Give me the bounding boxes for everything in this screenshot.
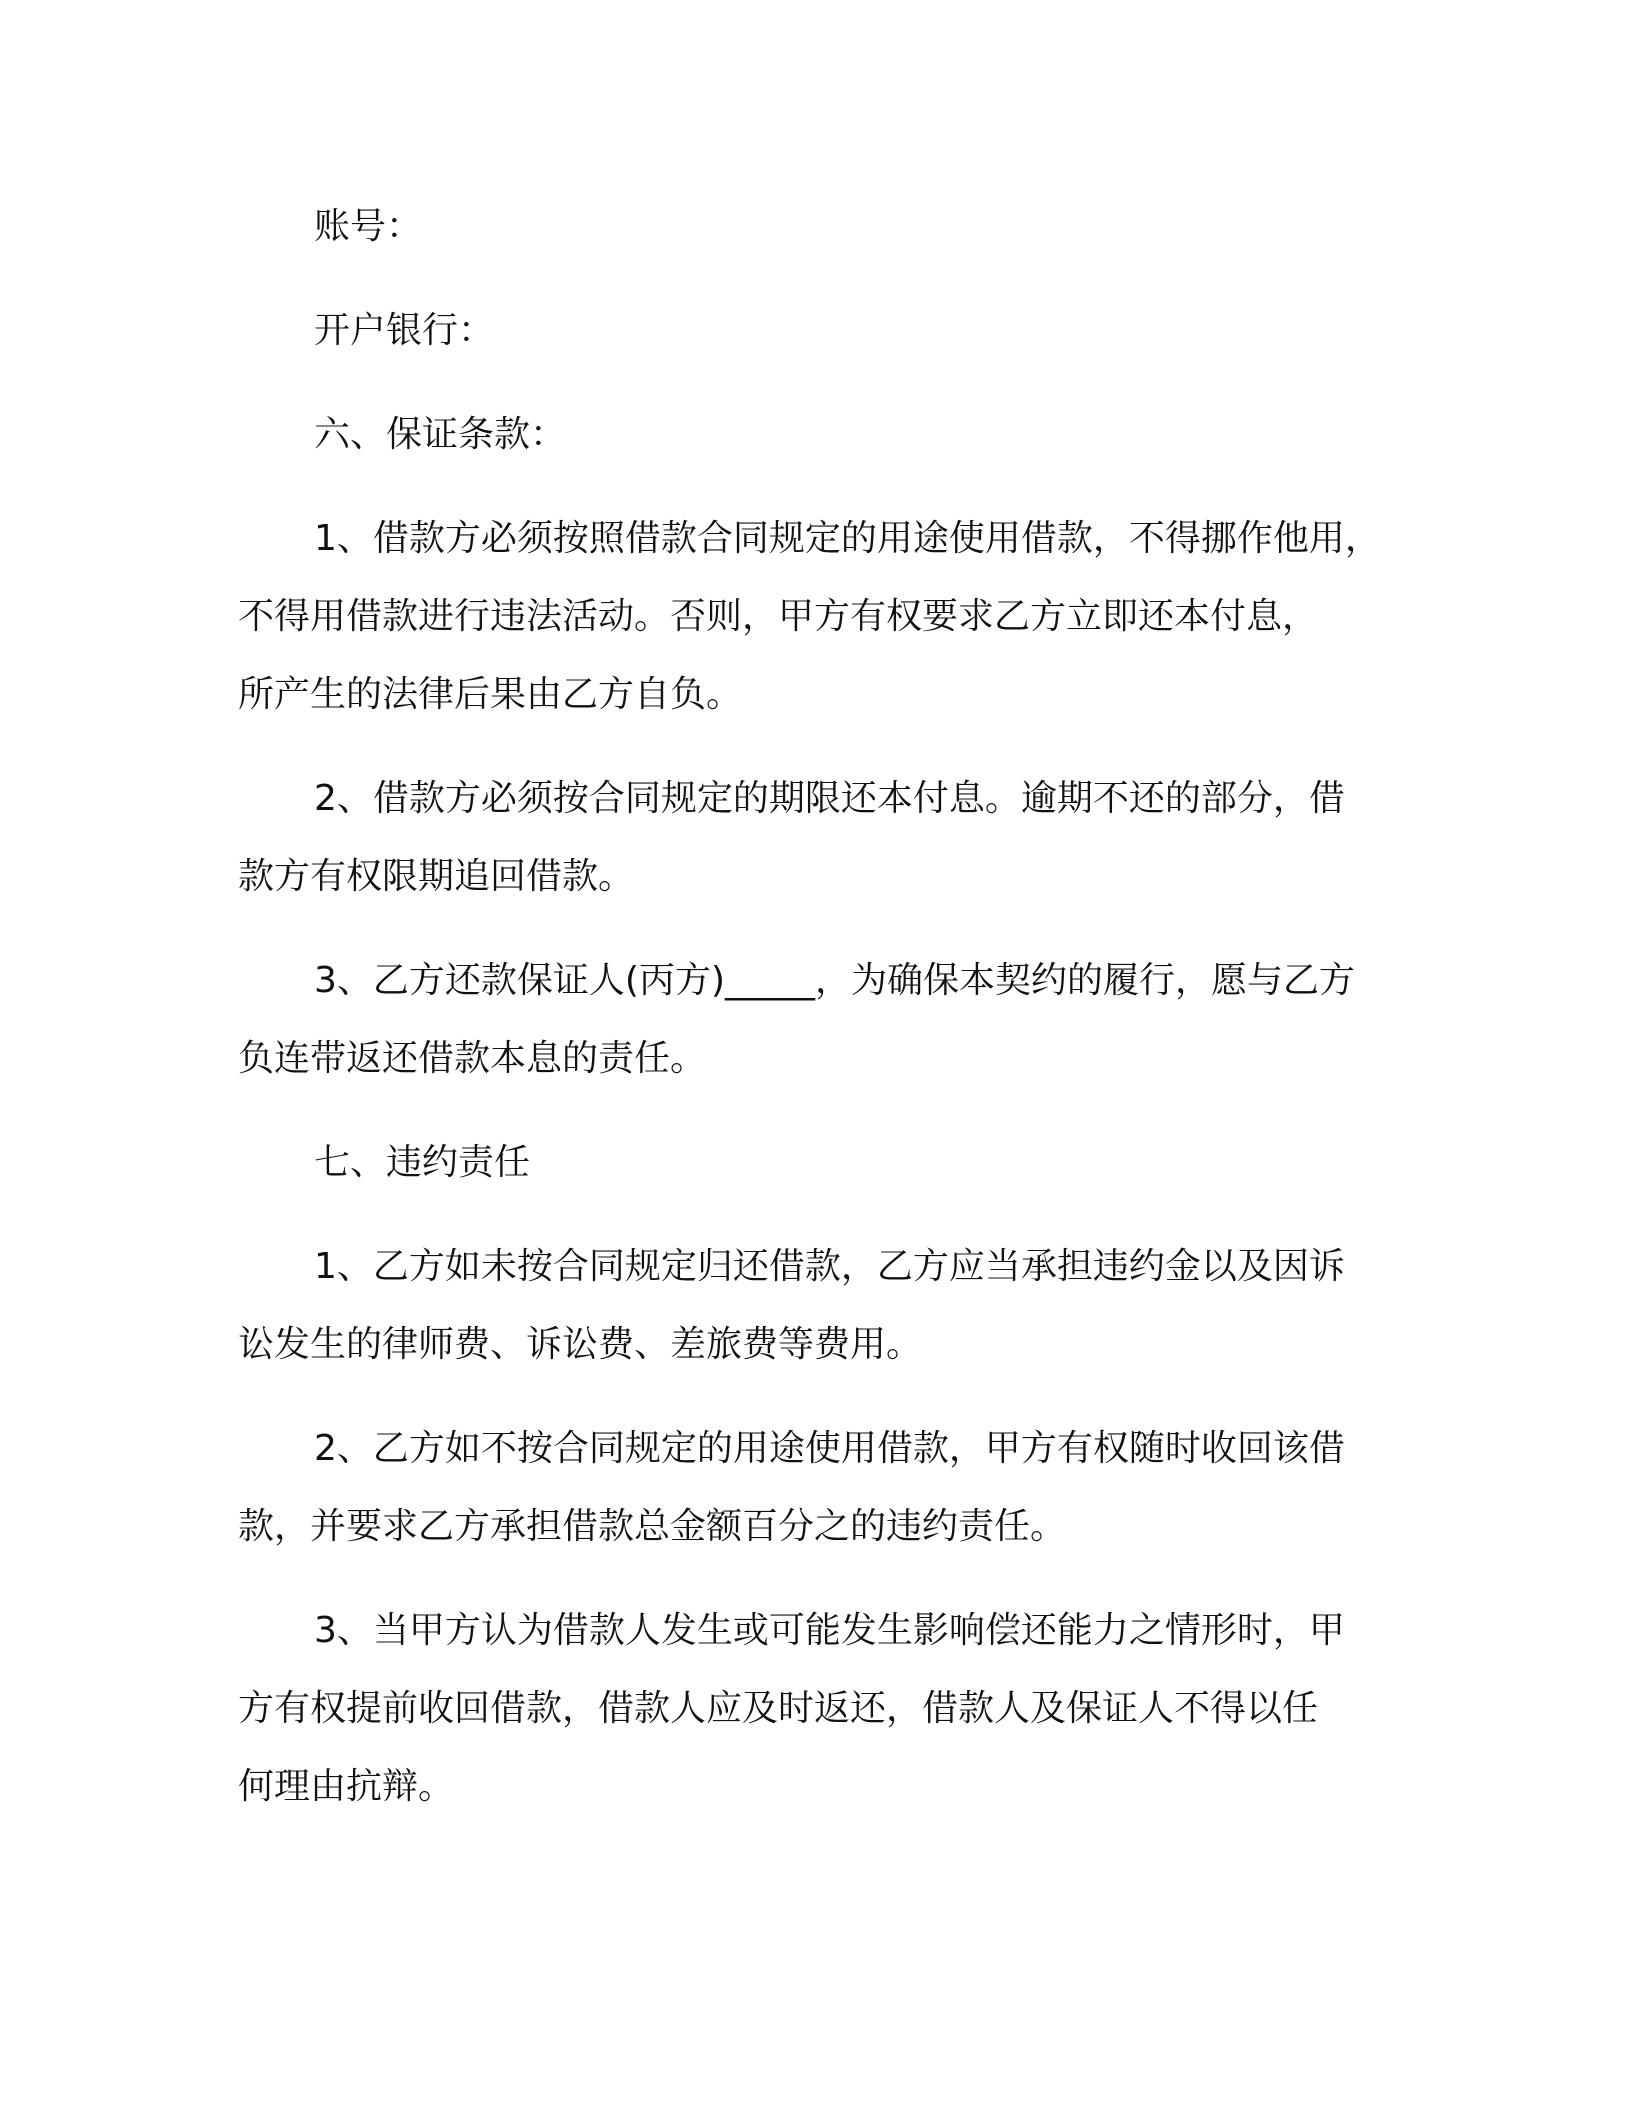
clause-7-2-line-2: 款，并要求乙方承担借款总金额百分之的违约责任。 (238, 1506, 1067, 1547)
document-body (238, 188, 1398, 1826)
clause-7-3-line-1: 3、当甲方认为借款人发生或可能发生影响偿还能力之情形时，甲 (314, 1610, 1345, 1651)
clause-6-1-line-1: 1、借款方必须按照借款合同规定的用途使用借款，不得挪作他用， (314, 518, 1381, 559)
clause-7-2-line-1: 2、乙方如不按合同规定的用途使用借款，甲方有权随时收回该借 (314, 1428, 1345, 1469)
clause-6-2-line-1: 2、借款方必须按合同规定的期限还本付息。逾期不还的部分，借 (314, 778, 1345, 819)
paragraph-gap (238, 1566, 1398, 1592)
clause-7-1-line-1: 1、乙方如未按合同规定归还借款，乙方应当承担违约金以及因诉 (314, 1246, 1345, 1287)
clause-7-1-line-2: 讼发生的律师费、诉讼费、差旅费等费用。 (238, 1324, 923, 1365)
section-six-heading: 六、保证条款： (314, 414, 567, 455)
paragraph-gap (238, 734, 1398, 760)
clause-6-1-line-3: 所产生的法律后果由乙方自负。 (238, 674, 743, 715)
paragraph-gap (238, 1098, 1398, 1124)
paragraph-gap (238, 1202, 1398, 1228)
bank-label: 开户银行： (314, 310, 495, 351)
paragraph-gap (238, 474, 1398, 500)
clause-6-3-line-1: 3、乙方还款保证人(丙方)_____，为确保本契约的履行，愿与乙方 (314, 960, 1355, 1001)
clause-7-3-line-3: 何理由抗辩。 (238, 1766, 455, 1807)
paragraph-gap (238, 370, 1398, 396)
clause-6-1-line-2: 不得用借款进行违法活动。否则，甲方有权要求乙方立即还本付息， (238, 596, 1319, 637)
section-seven-heading: 七、违约责任 (314, 1142, 531, 1183)
account-number-label: 账号： (314, 206, 423, 247)
clause-6-3-line-2: 负连带返还借款本息的责任。 (238, 1038, 707, 1079)
paragraph-gap (238, 916, 1398, 942)
paragraph-gap (238, 1384, 1398, 1410)
clause-6-2-line-2: 款方有权限期追回借款。 (238, 856, 635, 897)
clause-7-3-line-2: 方有权提前收回借款，借款人应及时返还，借款人及保证人不得以任 (238, 1688, 1319, 1729)
paragraph-gap (238, 266, 1398, 292)
